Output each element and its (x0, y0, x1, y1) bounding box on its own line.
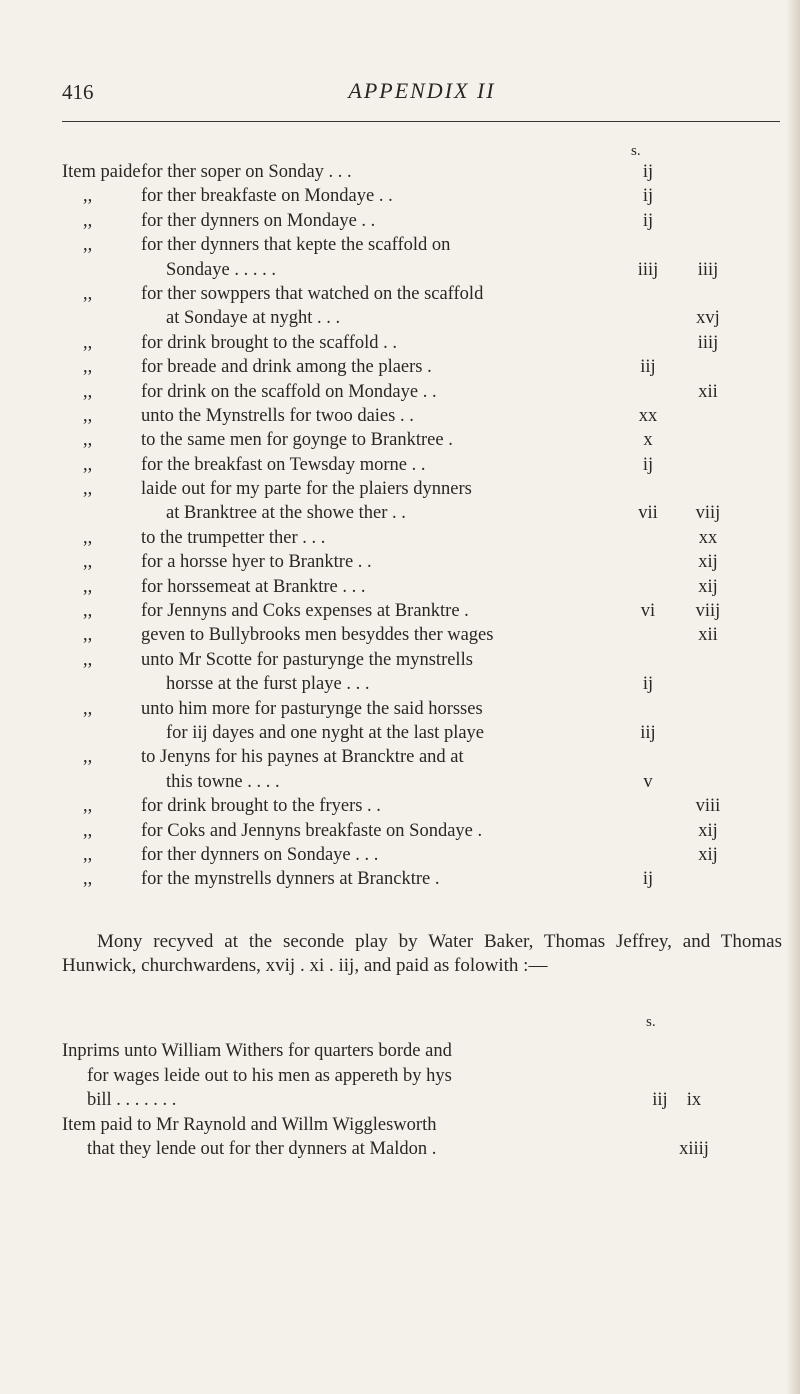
ledger-entry (62, 282, 762, 331)
ditto-mark: ,, (83, 576, 93, 597)
ledger-entry-line (62, 648, 762, 672)
amount-pence: xx (698, 527, 718, 548)
entry-description: at Sondaye at nyght . . . (166, 308, 341, 329)
ledger-entry-line (62, 1039, 762, 1064)
amount-pence: xiiij (679, 1139, 709, 1160)
ledger-entry (62, 184, 762, 208)
entry-description: for horssemeat at Branktre . . . (141, 576, 366, 597)
entry-description: Inprims unto William Withers for quarters borde and (62, 1041, 452, 1061)
amount-pence: xij (698, 576, 718, 597)
entry-description: unto the Mynstrells for twoo daies . . (141, 405, 414, 426)
payments-ledger (62, 1039, 762, 1162)
ledger-entry (62, 209, 762, 233)
ledger-entry-continuation (62, 672, 762, 696)
ditto-mark: ,, (83, 332, 93, 353)
amount-pence: viij (695, 601, 721, 622)
ledger-entry-line (62, 160, 762, 184)
entry-description: for the breakfast on Tewsday morne . . (141, 454, 426, 475)
ledger-entry (62, 648, 762, 697)
ditto-mark: ,, (83, 527, 93, 548)
ditto-mark: ,, (83, 454, 93, 475)
ledger-entry (62, 331, 762, 355)
ditto-mark: ,, (83, 625, 93, 646)
ditto-mark: ,, (83, 235, 93, 256)
entry-description: for drink on the scaffold on Mondaye . . (141, 381, 437, 402)
ledger-entry (62, 526, 762, 550)
amount-pence: xii (698, 381, 718, 402)
amount-shillings: ij (642, 186, 654, 207)
entry-description: to the trumpetter ther . . . (141, 527, 326, 548)
ledger-entry-continuation (62, 501, 762, 525)
amount-pence: iiij (697, 259, 719, 280)
ledger-entry-continuation (62, 258, 762, 282)
ditto-mark: ,, (83, 796, 93, 817)
ledger-entry (62, 1113, 762, 1162)
ledger-entry-line (62, 380, 762, 404)
ditto-mark: ,, (83, 381, 93, 402)
amount-shillings: iiij (637, 259, 659, 280)
entry-description: for ther dynners on Sondaye . . . (141, 844, 379, 865)
ledger-entry (62, 697, 762, 746)
page-header (62, 72, 782, 112)
ledger-entry-line (62, 697, 762, 721)
entry-description: to the same men for goynge to Branktree . (141, 430, 453, 451)
ledger-entry (62, 453, 762, 477)
header-rule (62, 121, 780, 122)
ditto-mark: ,, (83, 844, 93, 865)
ledger-entry (62, 623, 762, 647)
entry-description: for a horsse hyer to Branktre . . (141, 552, 372, 573)
ledger-entry-continuation (62, 1137, 762, 1162)
ditto-mark: ,, (83, 479, 93, 500)
amount-shillings: iij (640, 722, 656, 743)
ditto-mark: ,, (83, 747, 93, 768)
ledger-entry (62, 745, 762, 794)
ledger-entry (62, 550, 762, 574)
entry-description: that they lende out for ther dynners at Maldon . (87, 1139, 437, 1160)
entry-description: for ther soper on Sonday . . . (141, 162, 352, 182)
ledger-entry-line (62, 867, 762, 891)
entry-description: at Branktree at the showe ther . . (166, 503, 406, 524)
ledger-entry-line (62, 331, 762, 355)
ledger-entry (62, 794, 762, 818)
amount-pence: viii (695, 796, 721, 817)
ledger-entry-line (62, 794, 762, 818)
ledger-entry-line (62, 745, 762, 769)
ditto-mark: ,, (83, 430, 93, 451)
ledger-entry-line (62, 282, 762, 306)
shillings-column-heading-2: s. (646, 1014, 656, 1030)
entry-description: unto him more for pasturynge the said horsses (141, 698, 483, 719)
ledger-entry (62, 1039, 762, 1113)
expense-ledger (62, 160, 762, 892)
ledger-entry-line (62, 209, 762, 233)
entry-description: to Jenyns for his paynes at Brancktre and at (141, 747, 464, 768)
ledger-entry-continuation (62, 1088, 762, 1113)
amount-pence: iiij (697, 332, 719, 353)
ditto-mark: ,, (83, 552, 93, 573)
amount-shillings: ij (642, 210, 654, 231)
entry-description: for ther breakfaste on Mondaye . . (141, 186, 393, 207)
ledger-entry-continuation (62, 721, 762, 745)
receipts-text: Mony recyved at the seconde play by Water Baker, Thomas Jeffrey, and Thomas Hunwick, churchwardens, xvij . xi . iij, and paid as folowith :— (62, 931, 782, 977)
ledger-entry (62, 867, 762, 891)
entry-description: this towne . . . . (166, 771, 280, 792)
entry-description: for ther sowppers that watched on the scaffold (141, 283, 484, 304)
entry-description: for Jennyns and Coks expenses at Branktre . (141, 601, 469, 622)
amount-shillings: v (643, 771, 653, 792)
amount-shillings: xx (638, 405, 658, 426)
amount-pence: xii (698, 625, 718, 646)
amount-pence: xij (698, 820, 718, 841)
ditto-mark: ,, (83, 283, 93, 304)
running-head: APPENDIX II (348, 78, 496, 103)
entry-description: for Coks and Jennyns breakfaste on Sondaye . (141, 820, 483, 841)
item-prefix: Item paide (62, 162, 141, 182)
ledger-entry-line (62, 843, 762, 867)
ledger-entry (62, 428, 762, 452)
ditto-mark: ,, (83, 698, 93, 719)
ditto-mark: ,, (83, 357, 93, 378)
entry-description: for wages leide out to his men as appereth by hys (87, 1065, 452, 1086)
amount-pence: xvj (696, 308, 720, 329)
ledger-entry (62, 599, 762, 623)
ledger-entry (62, 160, 762, 184)
amount-shillings: ij (642, 454, 654, 475)
ledger-entry-line (62, 1113, 762, 1138)
amount-pence: ix (686, 1090, 702, 1111)
ditto-mark: ,, (83, 869, 93, 890)
ledger-entry-line (62, 355, 762, 379)
ledger-entry-line (62, 819, 762, 843)
page-edge-shadow (786, 0, 800, 1394)
ledger-entry (62, 843, 762, 867)
ledger-entry (62, 380, 762, 404)
entry-description: horsse at the furst playe . . . (166, 674, 370, 695)
entry-description: for the mynstrells dynners at Brancktre . (141, 869, 440, 890)
entry-description: geven to Bullybrooks men besyddes ther wages (141, 625, 494, 646)
amount-shillings: iij (652, 1090, 668, 1111)
ledger-entry-continuation (62, 770, 762, 794)
entry-description: unto Mr Scotte for pasturynge the mynstrells (141, 649, 473, 670)
amount-shillings: ij (642, 869, 654, 890)
ledger-entry-line (62, 550, 762, 574)
ditto-mark: ,, (83, 649, 93, 670)
ledger-entry (62, 233, 762, 282)
shillings-column-heading: s. (631, 143, 641, 159)
ditto-mark: ,, (83, 601, 93, 622)
ledger-entry (62, 477, 762, 526)
ledger-entry (62, 355, 762, 379)
entry-description: for ther dynners that kepte the scaffold on (141, 235, 451, 256)
entry-description: for iij dayes and one nyght at the last playe (166, 722, 485, 743)
amount-pence: xij (698, 844, 718, 865)
entry-description: laide out for my parte for the plaiers dynners (141, 479, 472, 500)
amount-shillings: ij (642, 674, 654, 695)
ledger-entry-continuation (62, 306, 762, 330)
amount-pence: xij (698, 552, 718, 573)
ledger-entry-line (62, 453, 762, 477)
ledger-entry (62, 819, 762, 843)
ditto-mark: ,, (83, 210, 93, 231)
ledger-entry-continuation (62, 1064, 762, 1089)
entry-description: bill . . . . . . . (87, 1090, 177, 1111)
entry-description: for drink brought to the scaffold . . (141, 332, 398, 353)
amount-shillings: x (643, 430, 653, 451)
ledger-entry-line (62, 477, 762, 501)
ledger-entry-line (62, 404, 762, 428)
ledger-entry (62, 404, 762, 428)
ledger-entry-line (62, 599, 762, 623)
ledger-entry-line (62, 184, 762, 208)
page-number: 416 (62, 80, 94, 104)
amount-shillings: ij (642, 162, 654, 182)
ledger-entry-line (62, 233, 762, 257)
entry-description: for ther dynners on Mondaye . . (141, 210, 376, 231)
entry-description: Sondaye . . . . . (166, 259, 276, 280)
amount-shillings: vii (638, 503, 658, 524)
ditto-mark: ,, (83, 405, 93, 426)
ditto-mark: ,, (83, 820, 93, 841)
ledger-entry (62, 575, 762, 599)
ledger-entry-line (62, 623, 762, 647)
amount-pence: viij (695, 503, 721, 524)
ledger-entry-line (62, 428, 762, 452)
amount-shillings: vi (640, 601, 656, 622)
amount-shillings: iij (640, 357, 656, 378)
ledger-entry-line (62, 575, 762, 599)
entry-description: for drink brought to the fryers . . (141, 796, 381, 817)
ditto-mark: ,, (83, 186, 93, 207)
receipts-paragraph (62, 930, 782, 978)
entry-description: Item paid to Mr Raynold and Willm Wigglesworth (62, 1114, 437, 1135)
ledger-entry-line (62, 526, 762, 550)
entry-description: for breade and drink among the plaers . (141, 357, 432, 378)
